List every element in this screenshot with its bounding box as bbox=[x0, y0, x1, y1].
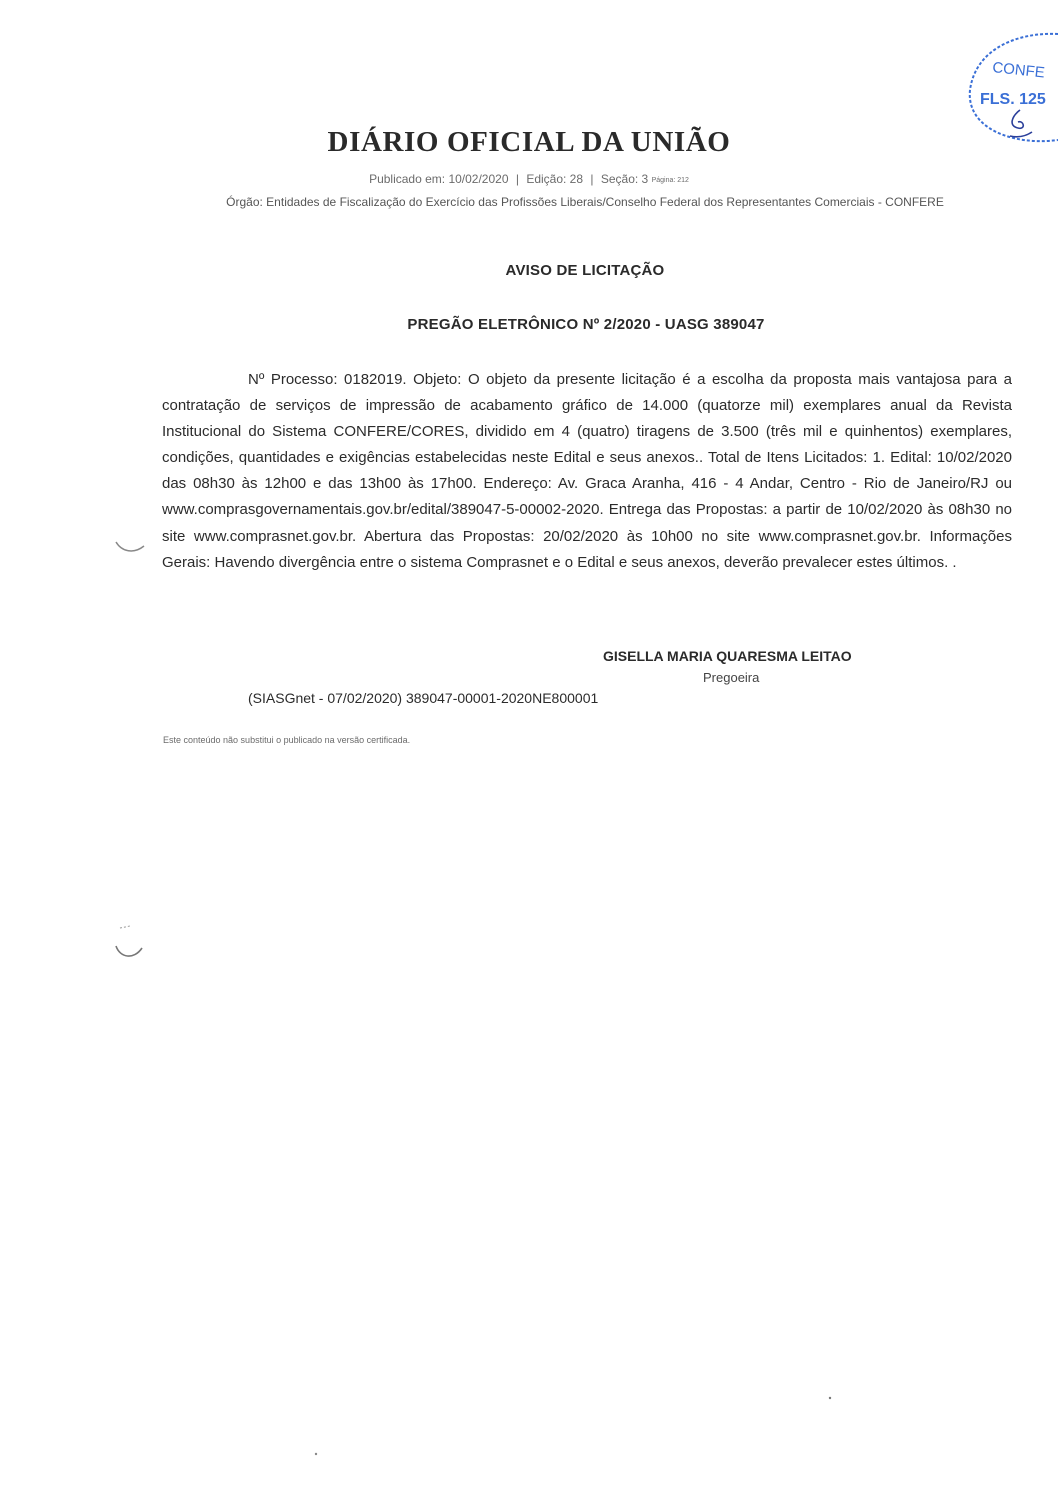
masthead-title: DIÁRIO OFICIAL DA UNIÃO bbox=[327, 126, 731, 158]
published-date: Publicado em: 10/02/2020 bbox=[369, 172, 509, 186]
edition-number: Edição: 28 bbox=[526, 172, 584, 186]
signer-role: Pregoeira bbox=[703, 670, 760, 685]
disclaimer-text: Este conteúdo não substitui o publicado na versão certificada. bbox=[163, 735, 411, 745]
page-number: Página: 212 bbox=[651, 177, 689, 184]
section-number: Seção: 3 bbox=[600, 172, 649, 186]
notice-title: AVISO DE LICITAÇÃO bbox=[505, 262, 665, 279]
punch-hole-mark-icon bbox=[110, 922, 150, 966]
notice-body: Nº Processo: 0182019. Objeto: O objeto da presente licitação é a escolha da proposta mais vantajosa para a contratação de serviços de impressão de acabamento gráfico de 14.000 (quatorze mil) exemplares anual da Revista Institucional do Sistema CONFERE/CORES, dividido em 4 (quatro) tiragens de 3.500 (três mil e quinhentos) exemplares, condições, quantidades e exigências estabelecidas neste Edital e seus anexos.. Total de Itens Licitados: 1. Edital: 10/02/2020 das 08h30 às 12h00 e das 13h00 às 17h00. Endereço: Av. Graca Aranha, 416 - 4 Andar, Centro - Rio de Janeiro/RJ ou www.comprasgovernamentais.gov.br/edital/389047-5-00002-2020. Entrega das Propostas: a partir de 10/02/2020 às 08h30 no site www.comprasnet.gov.br. Abertura das Propostas: 20/02/2020 às 10h00 no site www.comprasnet.gov.br. Informações Gerais: Havendo divergência entre o sistema Comprasnet e o Edital e seus anexos, deverão prevalecer estes últimos. . bbox=[162, 371, 1012, 571]
reference-code: (SIASGnet - 07/02/2020) 389047-00001-2020NE800001 bbox=[248, 690, 599, 706]
scan-speck-icon bbox=[826, 1394, 834, 1402]
stamp-line2: FLS. 125 bbox=[980, 91, 1046, 108]
publication-info: Publicado em: 10/02/2020 | Edição: 28 | Seção: 3 Página: 212 bbox=[369, 172, 689, 186]
organ-line: Órgão: Entidades de Fiscalização do Exercício das Profissões Liberais/Conselho Federal dos Representantes Comerciais - CONFERE bbox=[226, 195, 944, 209]
stamp-line1: CONFE bbox=[991, 59, 1046, 82]
signer-name: GISELLA MARIA QUARESMA LEITAO bbox=[603, 648, 852, 664]
notice-subtitle: PREGÃO ELETRÔNICO Nº 2/2020 - UASG 389047 bbox=[407, 316, 765, 333]
punch-hole-mark-icon bbox=[112, 536, 148, 560]
scan-speck-icon bbox=[312, 1450, 320, 1458]
